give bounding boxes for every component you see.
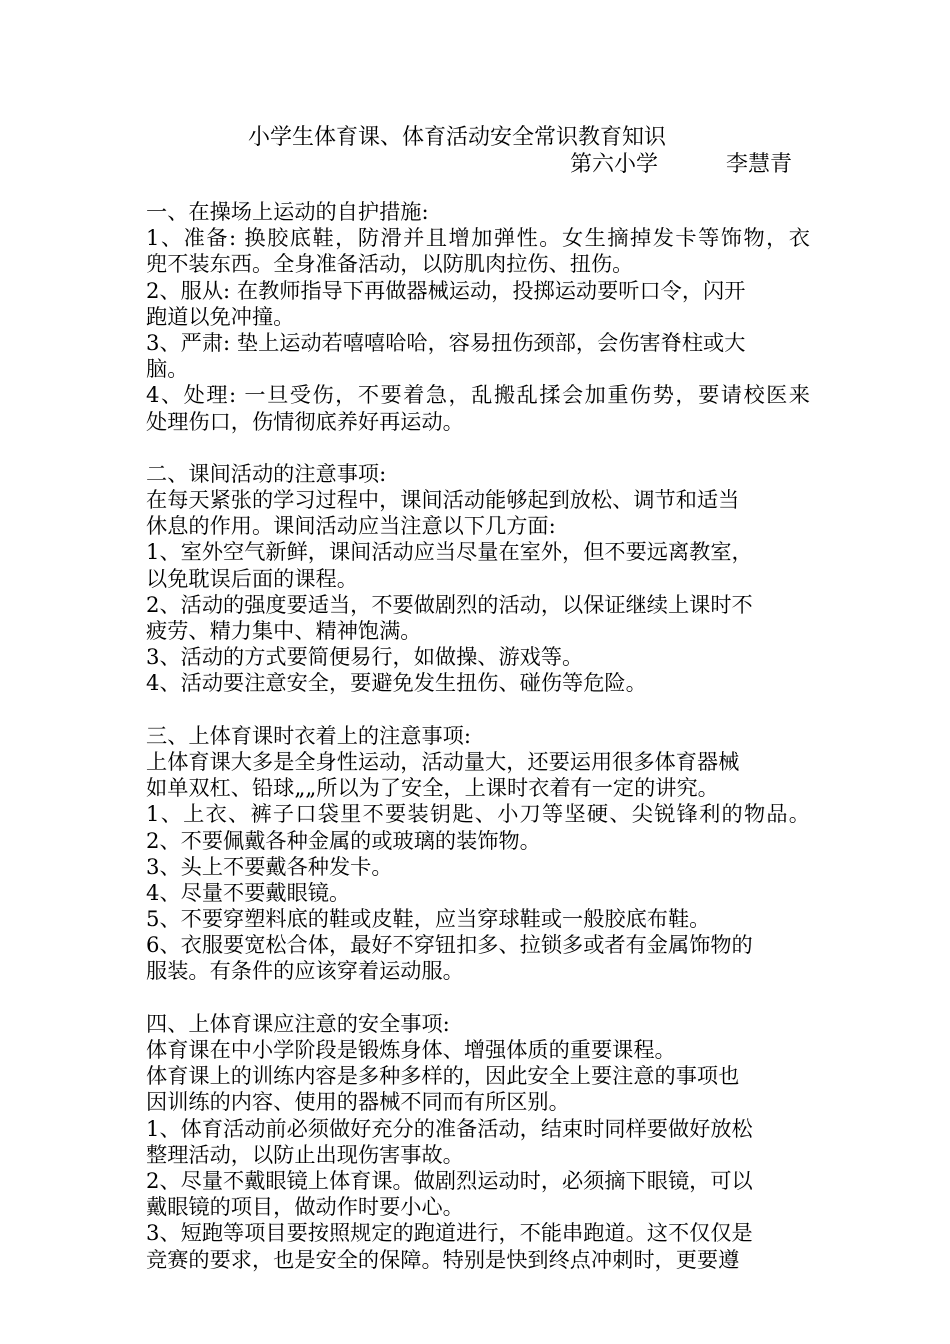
text-line: 服装。有条件的应该穿着运动服。 — [146, 958, 464, 984]
section-gap — [146, 435, 810, 461]
text-line: 以免耽误后面的课程。 — [146, 565, 358, 591]
school-name: 第六小学 — [570, 152, 659, 177]
text-line: 上体育课大多是全身性运动，活动量大，还要运用很多体育器械 — [146, 748, 740, 774]
document-title: 小学生体育课、体育活动安全常识教育知识 — [248, 125, 667, 150]
text-line: 3、短跑等项目要按照规定的跑道进行，不能串跑道。这不仅仅是 — [146, 1220, 753, 1246]
section-3 — [146, 723, 810, 985]
section-gap — [146, 985, 810, 1011]
text-line: 4、处理: 一旦受伤，不要着急，乱搬乱揉会加重伤势，要请校医来 — [146, 382, 810, 408]
text-line: 戴眼镜的项目，做动作时要小心。 — [146, 1194, 464, 1220]
section-4 — [146, 1011, 810, 1273]
text-line: 3、严肃: 垫上运动若嘻嘻哈哈，容易扭伤颈部，会伤害脊柱或大 — [146, 329, 746, 355]
text-line: 5、不要穿塑料底的鞋或皮鞋，应当穿球鞋或一般胶底布鞋。 — [146, 906, 711, 932]
text-line: 体育课在中小学阶段是锻炼身体、增强体质的重要课程。 — [146, 1037, 676, 1062]
text-line: 脑。 — [146, 356, 189, 382]
text-line: 6、衣服要宽松合体，最好不穿钮扣多、拉锁多或者有金属饰物的 — [146, 932, 753, 958]
author-name: 李慧青 — [726, 152, 793, 177]
text-line: 休息的作用。课间活动应当注意以下几方面: — [146, 513, 556, 539]
text-line: 在每天紧张的学习过程中，课间活动能够起到放松、调节和适当 — [146, 487, 740, 513]
text-line: 2、尽量不戴眼镜上体育课。做剧烈运动时，必须摘下眼镜，可以 — [146, 1167, 753, 1193]
text-line: 竞赛的要求，也是安全的保障。特别是快到终点冲刺时，更要遵 — [146, 1246, 740, 1272]
text-line: 兜不装东西。全身准备活动，以防肌肉拉伤、扭伤。 — [146, 251, 634, 277]
text-line: 体育课上的训练内容是多种多样的，因此安全上要注意的事项也 — [146, 1063, 740, 1089]
text-line: 整理活动，以防止出现伤害事故。 — [146, 1141, 464, 1167]
section-heading: 二、课间活动的注意事项: — [146, 460, 387, 486]
section-heading: 三、上体育课时衣着上的注意事项: — [146, 722, 471, 748]
section-heading: 四、上体育课应注意的安全事项: — [146, 1010, 450, 1036]
section-2 — [146, 461, 810, 697]
document-body — [146, 199, 810, 1273]
section-gap — [146, 697, 810, 723]
text-line: 2、服从: 在教师指导下再做器械运动，投掷运动要听口令，闪开 — [146, 277, 746, 303]
text-line: 因训练的内容、使用的器械不同而有所区别。 — [146, 1089, 570, 1115]
text-line: 跑道以免冲撞。 — [146, 303, 295, 329]
text-line: 4、尽量不要戴眼镜。 — [146, 879, 351, 905]
text-line: 3、活动的方式要简便易行，如做操、游戏等。 — [146, 644, 584, 670]
section-heading: 一、在操场上运动的自护措施: — [146, 199, 429, 224]
text-line: 1、准备: 换胶底鞋，防滑并且增加弹性。女生摘掉发卡等饰物，衣 — [146, 225, 810, 251]
text-line: 疲劳、精力集中、精神饱满。 — [146, 618, 422, 643]
text-line: 3、头上不要戴各种发卡。 — [146, 853, 393, 879]
text-line: 2、不要佩戴各种金属的或玻璃的装饰物。 — [146, 827, 541, 853]
text-line: 1、体育活动前必须做好充分的准备活动，结束时同样要做好放松 — [146, 1115, 753, 1141]
byline — [570, 151, 792, 179]
text-line: 2、活动的强度要适当，不要做剧烈的活动，以保证继续上课时不 — [146, 591, 753, 617]
text-line: 4、活动要注意安全，要避免发生扭伤、碰伤等危险。 — [146, 670, 647, 696]
section-1 — [146, 199, 810, 435]
text-line: 如单双杠、铅球„„所以为了安全，上课时衣着有一定的讲究。 — [146, 775, 719, 801]
text-line: 处理伤口，伤情彻底养好再运动。 — [146, 408, 464, 434]
text-line: 1、上衣、裤子口袋里不要装钥匙、小刀等坚硬、尖锐锋利的物品。 — [146, 801, 810, 827]
text-line: 1、室外空气新鲜，课间活动应当尽量在室外，但不要远离教室， — [146, 539, 753, 565]
